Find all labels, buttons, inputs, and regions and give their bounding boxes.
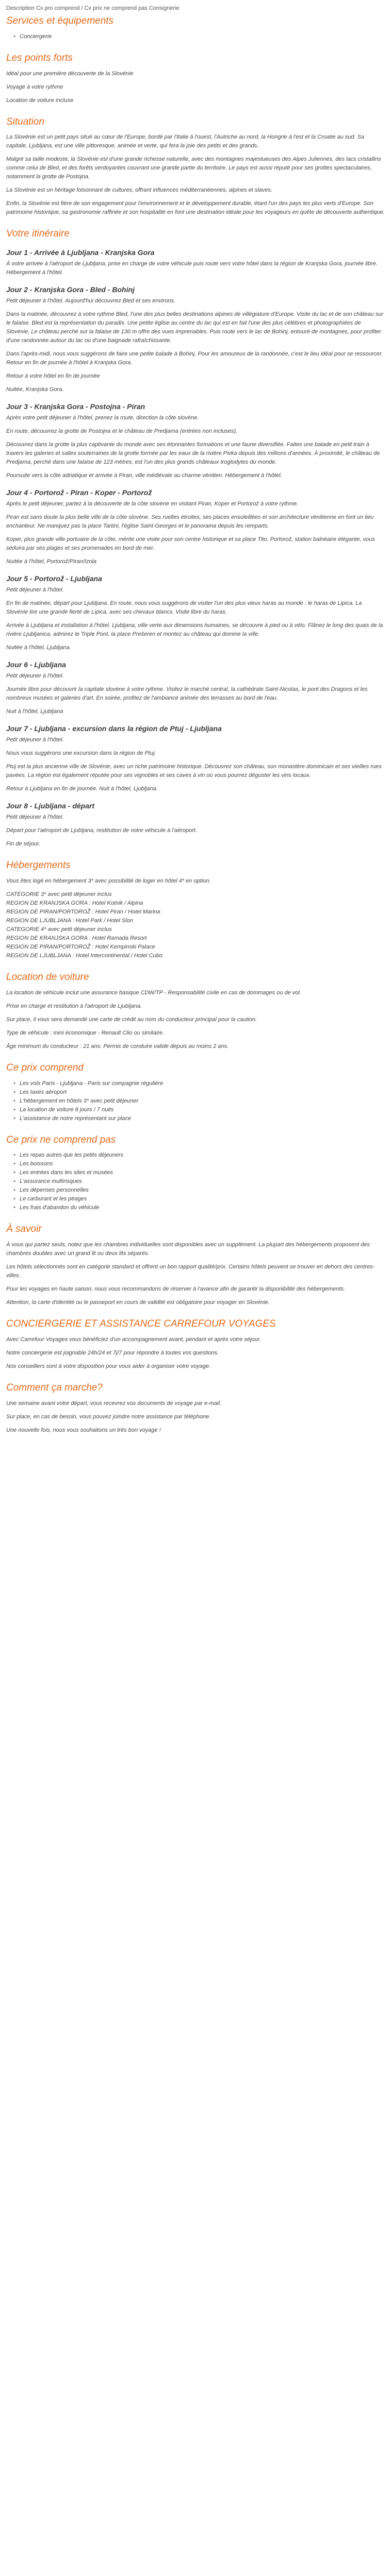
list-item: • Les entrées dans les sites et musées (13, 1168, 385, 1177)
list-item: • Le carburant et les péages (13, 1195, 385, 1204)
day-paragraph: Après votre petit déjeuner à l'hôtel, prenez la route, direction la côte slovène. (6, 415, 199, 421)
excludes-title: Ce prix ne comprend pas (6, 1134, 116, 1145)
includes-list (6, 1079, 385, 1123)
day-paragraph: À votre arrivée à l'aéroport de Ljubljana, prise en charge de votre véhicule puis route vers votre hôtel dans la région de Kranjska Gora, journée libre. Hébergement à l'hôtel. (6, 261, 378, 276)
car-paragraph: Sur place, il vous sera demandé une carte de crédit au nom du conducteur principal pour la caution. (6, 1016, 257, 1023)
concierge-paragraph: Notre conciergerie est joignable 24h/24 et 7j/7 pour répondre à toutes vos questions. (6, 1349, 219, 1356)
highlight-line: Voyage à votre rythme (6, 83, 63, 90)
day-paragraph: Journée libre pour découvrir la capitale slovène à votre rythme. Visitez le marché central, la cathédrale Saint-Nicolas, le pont des Dragons et les nombreux musées et galeries d'art. En soirée, profitez de l'ambiance animée des terrasses au bord de l'eau. (6, 686, 368, 702)
list-item: • L'assistance de notre représentant sur place (13, 1114, 385, 1123)
day-paragraph: Dans l'après-midi, nous vous suggérons de faire une petite balade à Bohinj. Pour les amoureux de la randonnée, c'est le lieu idéal pour se ressourcer. Retour en fin de journée à l'hôtel à Kranjska Gora. (6, 351, 383, 366)
hotels-cat3-title: CATEGORIE 3* avec petit déjeuner inclus (6, 891, 112, 897)
situation-title: Situation (6, 116, 44, 127)
highlight-line: Idéal pour une première découverte de la Slovénie (6, 70, 134, 77)
concierge-paragraph: Avec Carrefour Voyages vous bénéficiez d'un accompagnement avant, pendant et après votre séjour. (6, 1336, 261, 1343)
day-paragraph: Petit déjeuner à l'hôtel. (6, 814, 64, 821)
day-title: Jour 5 - Portorož - Ljubljana (6, 574, 102, 583)
day-paragraph: Nuitée à l'hôtel, Ljubljana. (6, 645, 71, 651)
car-paragraph: La location de véhicule inclut une assurance basique CDW/TP - Responsabilité civile en cas de dommages ou de vol. (6, 989, 301, 996)
how-it-works-paragraph: Une semaine avant votre départ, vous recevrez vos documents de voyage par e-mail. (6, 1400, 221, 1406)
hotels-intro: Vous êtes logé en hébergement 3* avec possibilité de loger en hôtel 4* en option. (6, 877, 211, 884)
day-paragraph: Ptuj est la plus ancienne ville de Slovénie, avec un riche patrimoine historique. Découvrez son château, son monastère dominicain et ses vieilles rues pavées. La région est également réputée pour ses vignobles et ses caves à vin où vous pourrez déguster les vins locaux. (6, 764, 382, 779)
day-paragraph: En fin de matinée, départ pour Ljubljana. En route, nous vous suggérons de visiter l'un des plus vieux haras au monde : le haras de Lipica. La Slovénie tire une grande fierté de Lipica, avec ses chevaux blancs. Visite libre du haras. (6, 600, 362, 616)
list-item: • Les vols Paris - Ljubljana - Paris sur compagnie régulière (13, 1079, 385, 1088)
car-paragraph: Prise en charge et restitution à l'aéroport de Ljubljana. (6, 1003, 142, 1009)
situation-paragraph: La Slovénie est un petit pays situé au cœur de l'Europe, bordé par l'Italie à l'ouest, l'Autriche au nord, la Hongrie à l'est et la Croatie au sud. Sa capitale, Ljubljana, est une ville pittoresque, animée et verte, qui fera la joie des petits et des grands. (6, 134, 365, 149)
list-item: • Les boissons (13, 1160, 385, 1168)
day-paragraph: Découvrez dans la grotte la plus captivante du monde avec ses étonnantes formations et une faune diversifiée. Faites une balade en petit train à travers les galeries et salles souterraines de la grotte formée par les eaux de la rivière Pivka depuis des millions d'années. À proximité, le château de Predjama, perché dans une falaise de 123 mètres, est l'un des plus grands châteaux troglodytes du monde. (6, 442, 380, 466)
day-paragraph: Nuitée à l'hôtel, Portorož/Piran/Izola (6, 558, 97, 565)
day-title: Jour 7 - Ljubljana - excursion dans la région de Ptuj - Ljubljana (6, 724, 222, 733)
day-paragraph: En route, découvrez la grotte de Postojna et le château de Predjama (entrées non incluses). (6, 428, 238, 435)
list-item: • Les dépenses personnelles (13, 1186, 385, 1195)
day-title: Jour 6 - Ljubljana (6, 660, 66, 669)
day-paragraph: Arrivée à Ljubljana et installation à l'hôtel. Ljubljana, ville verte aux dimensions humaines, se découvre à pied ou à vélo. Flânez le long des quais de la rivière Ljubljanica, admirez le Triple Pont, la place Prešeren et montez au château qui domine la ville. (6, 622, 383, 638)
hotel-line: REGION DE PIRAN/PORTOROŽ : Hotel Piran / Hotel Marina (6, 908, 160, 915)
hotel-line: REGION DE PIRAN/PORTOROŽ : Hotel Kempinski Palace (6, 943, 155, 950)
hotels-title: Hébergements (6, 860, 71, 871)
hotel-line: REGION DE KRANJSKA GORA : Hotel Kotnik / Alpina (6, 900, 143, 906)
day-paragraph: Petit déjeuner à l'hôtel. (6, 737, 64, 743)
hotel-line: REGION DE KRANJSKA GORA : Hotel Ramada Resort (6, 935, 147, 941)
breadcrumb: Description Cx pro comprend / Cx prix ne comprend pas Consignerie (6, 5, 180, 11)
hotel-line: REGION DE LJUBLJANA : Hotel Park / Hotel Slon (6, 917, 133, 924)
day-paragraph: Nuitée, Kranjska Gora. (6, 386, 64, 393)
list-item: • Les frais d'abandon du véhicule (13, 1204, 385, 1212)
includes-title: Ce prix comprend (6, 1062, 84, 1073)
highlights-title: Les points forts (6, 52, 73, 63)
car-paragraph: Âge minimum du conducteur : 21 ans. Permis de conduire valide depuis au moins 2 ans. (6, 1043, 229, 1049)
day-paragraph: Retour à votre hôtel en fin de journée (6, 373, 100, 380)
services-title: Services et équipements (6, 15, 114, 26)
car-paragraph: Type de véhicule : mini économique - Renault Clio ou similaire. (6, 1029, 165, 1036)
day-paragraph: Koper, plus grande ville portuaire de la côte, mérite une visite pour son centre historique et sa place Tito. Portorož, station balnéaire élégante, vous séduira par ses plages et ses promenades en bord de mer. (6, 536, 375, 552)
how-it-works-paragraph: Une nouvelle fois, nous vous souhaitons un très bon voyage ! (6, 1427, 161, 1433)
list-item: • Les taxes aéroport (13, 1088, 385, 1097)
list-item: • L'assurance multirisques (13, 1177, 385, 1186)
good-to-know-paragraph: Pour les voyages en haute saison, nous vous recommandons de réserver à l'avance afin de garantir la disponibilité des hébergements. (6, 1286, 345, 1293)
services-list (6, 32, 385, 41)
day-paragraph: Petit déjeuner à l'hôtel. Aujourd'hui découvrez Bled et ses environs. (6, 298, 175, 304)
list-item: • La location de voiture 8 jours / 7 nuits (13, 1106, 385, 1114)
day-title: Jour 3 - Kranjska Gora - Postojna - Piran (6, 402, 145, 411)
situation-paragraph: La Slovénie est un héritage foisonnant de cultures, offrant influences méditerranéennes, alpines et slaves. (6, 187, 273, 194)
day-paragraph: Départ pour l'aéroport de Ljubljana, restitution de votre véhicule à l'aéroport. (6, 827, 197, 834)
concierge-paragraph: Nos conseillers sont à votre disposition pour vous aider à organiser votre voyage. (6, 1363, 211, 1369)
day-paragraph: Nuit à l'hôtel, Ljubljana (6, 708, 63, 715)
day-title: Jour 8 - Ljubljana - départ (6, 802, 95, 810)
day-paragraph: Petit déjeuner à l'hôtel. (6, 673, 64, 680)
day-paragraph: Fin de séjour. (6, 841, 41, 848)
day-paragraph: Nous vous suggérons une excursion dans la région de Ptuj. (6, 750, 156, 757)
concierge-title: CONCIERGERIE ET ASSISTANCE CARREFOUR VOYAGES (6, 1318, 276, 1330)
situation-paragraph: Malgré sa taille modeste, la Slovénie est d'une grande richesse naturelle, avec des montagnes majestueuses des Alpes Juliennes, des lacs cristallins comme celui de Bled, et des forêts verdoyantes couvrant une grande partie du territoire. Le pays est aussi réputé pour ses grottes spectaculaires, notamment la grotte de Postojna. (6, 156, 381, 180)
day-paragraph: Piran est sans doute la plus belle ville de la côte slovène. Ses ruelles étroites, ses places ensoleillées et son architecture vénitienne en font un lieu enchanteur. Ne manquez pas la place Tartini, l'église Saint-Georges et le panorama depuis les remparts. (6, 514, 374, 530)
day-title: Jour 4 - Portorož - Piran - Koper - Portorož (6, 488, 152, 497)
day-paragraph: Après le petit déjeuner, partez à la découverte de la côte slovène en visitant Piran, Koper et Portorož à votre rythme. (6, 501, 299, 507)
how-it-works-paragraph: Sur place, en cas de besoin, vous pouvez joindre notre assistance par téléphone. (6, 1413, 211, 1420)
list-item: • Les repas autres que les petits déjeuners (13, 1151, 385, 1160)
highlight-line: Location de voiture incluse (6, 97, 74, 104)
good-to-know-paragraph: Les hôtels sélectionnés sont en catégorie standard et offrent un bon rapport qualité/prix. Certains hôtels peuvent se trouver en dehors des centres-villes. (6, 1264, 375, 1279)
day-paragraph: Dans la matinée, découvrez à votre rythme Bled, l'une des plus belles destinations alpines de villégiature d'Europe. Visite du lac et de son château sur le falaise. Bled est la représentation du paradis. Une petite église au centre du lac qui est en fait l'une des plus célèbres et photographiées de Slovénie. Le château perché sur la falaise de 130 m offre des vues imprenables. Puis route vers le lac de Bohinj, entouré de montagnes, pour profiter d'une randonnée autour du lac ou d'une baignade rafraîchissante. (6, 311, 384, 344)
situation-paragraph: Enfin, la Slovénie est fière de son engagement pour l'environnement et le développement durable, étant l'un des pays les plus verts d'Europe. Son patrimoine historique, sa gastronomie raffinée et son hospitalité en font une destination idéale pour les voyageurs en quête de découverte authentique. (6, 200, 385, 216)
good-to-know-paragraph: Attention, la carte d'identité ou le passeport en cours de validité est obligatoire pour voyager en Slovénie. (6, 1299, 270, 1306)
day-paragraph: Petit déjeuner à l'hôtel. (6, 587, 64, 594)
excludes-list (6, 1151, 385, 1212)
list-item: • L'hébergement en hôtels 3* avec petit déjeuner (13, 1097, 385, 1106)
itinerary-title: Votre itinéraire (6, 228, 70, 240)
good-to-know-title: À savoir (6, 1224, 42, 1235)
day-paragraph: Retour à Ljubljana en fin de journée. Nuit à l'hôtel, Ljubljana. (6, 786, 158, 792)
hotel-line: REGION DE LJUBLJANA : Hotel Intercontinental / Hotel Cubo (6, 952, 162, 959)
car-title: Location de voiture (6, 971, 89, 982)
day-paragraph: Poursuite vers la côte adriatique et arrivée à Piran, ville médiévale au charme vénitien. Hébergement à l'hôtel. (6, 472, 282, 479)
hotels-cat4-title: CATEGORIE 4* avec petit déjeuner inclus (6, 926, 112, 933)
day-title: Jour 2 - Kranjska Gora - Bled - Bohinj (6, 285, 135, 294)
how-it-works-title: Comment ça marche? (6, 1382, 103, 1393)
list-item: • Conciergerie (13, 32, 385, 41)
day-title: Jour 1 - Arrivée à Ljubljana - Kranjska Gora (6, 248, 155, 257)
good-to-know-paragraph: À vous qui partez seuls, notez que les chambres individuelles sont disponibles avec un supplément. La plupart des hébergements proposent des chambres doubles avec un grand lit ou deux lits séparés. (6, 1242, 370, 1257)
